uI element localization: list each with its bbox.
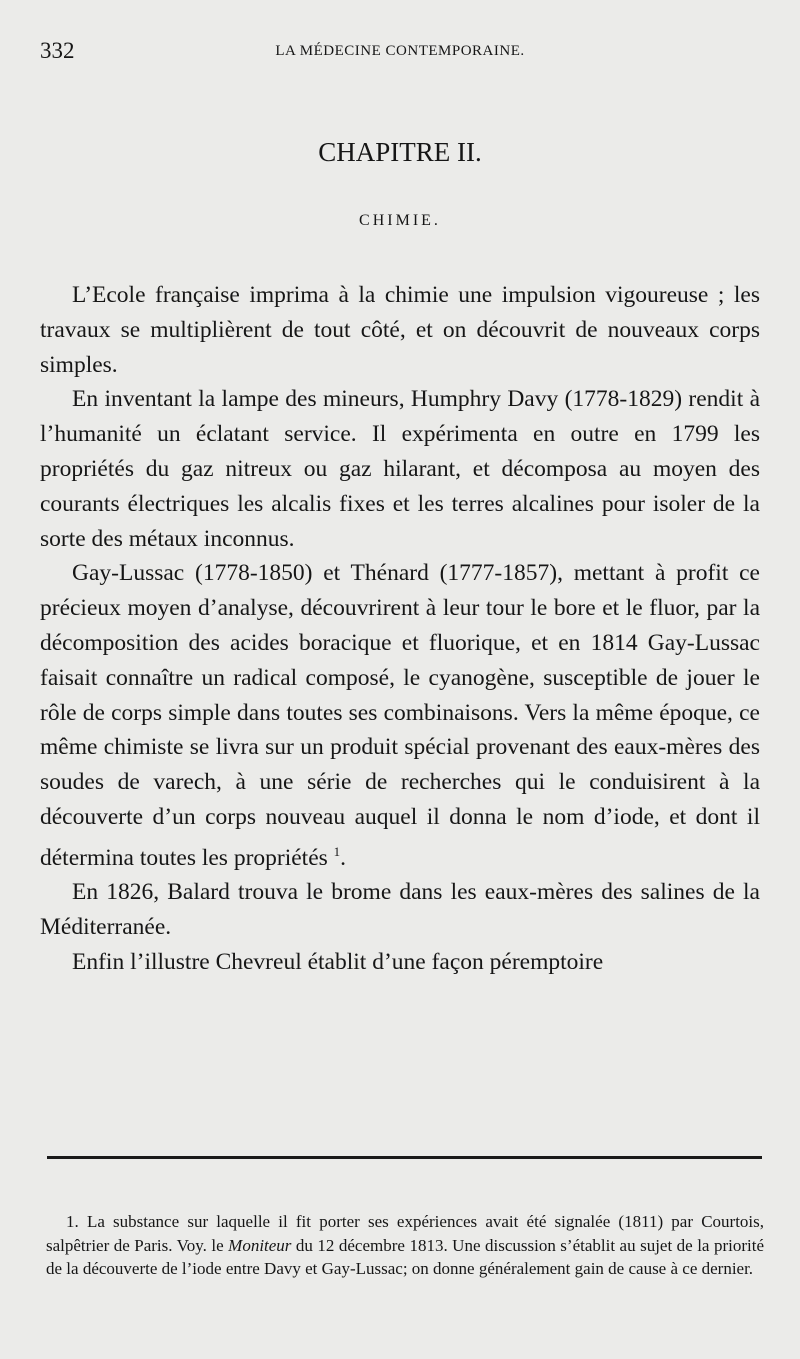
footnote-number: 1. <box>66 1212 79 1231</box>
paragraph-4: En 1826, Balard trouva le brome dans les eaux-mères des salines de la Méditerranée. <box>40 879 760 941</box>
page-number: 332 <box>40 38 75 63</box>
footnote-text-before: La substance sur laquelle il fit porter ses expériences avait été signalée (1811) par Courtois, salpêtrier de Paris. Voy. le <box>46 1212 765 1255</box>
body-text <box>40 278 760 980</box>
paragraph-3-end: . <box>340 844 347 871</box>
section-title: CHIMIE. <box>359 212 441 229</box>
footnote <box>46 1210 764 1281</box>
chapter-title: CHAPITRE II. <box>318 137 482 167</box>
paragraph-1: L’Ecole française imprima à la chimie une impulsion vigoureuse ; les travaux se multiplièrent de tout côté, et on découvrit de nouveaux corps simples. <box>40 282 760 378</box>
paragraph-3 <box>40 556 760 875</box>
footnote-paragraph <box>46 1210 764 1281</box>
footnote-rule <box>47 1156 762 1159</box>
paragraph-3-text: Gay-Lussac (1778-1850) et Thénard (1777-1857), mettant à profit ce précieux moyen d’analyse, découvrirent à leur tour le bore et le fluor, par la décomposition des acides boracique et fluorique, et en 1814 Gay-Lussac faisait connaître un radical composé, le cyanogène, susceptible de jouer le rôle de corps simple dans toutes ses combinaisons. Vers la même époque, ce même chimiste se livra sur un produit spécial provenant des eaux-mères des soudes de varech, à une série de recherches qui le conduisirent à la découverte d’un corps nouveau auquel il donna le nom d’iode, et dont il détermina toutes les propriétés <box>40 560 760 871</box>
footnote-text-after: du 12 décembre 1813. Une discussion s’établit au sujet de la priorité de la découverte de l’iode entre Davy et Gay-Lussac; on donne généralement gain de cause à ce dernier. <box>46 1235 764 1278</box>
running-title: LA MÉDECINE CONTEMPORAINE. <box>275 43 525 59</box>
footnote-journal: Moniteur <box>228 1235 292 1255</box>
paragraph-2: En inventant la lampe des mineurs, Humphry Davy (1778-1829) rendit à l’humanité un éclatant service. Il expérimenta en outre en 1799 les propriétés du gaz nitreux ou gaz hilarant, et décomposa au moyen des courants électriques les alcalis fixes et les terres alcalines pour isoler de la sorte des métaux inconnus. <box>40 386 760 552</box>
paragraph-5: Enfin l’illustre Chevreul établit d’une façon péremptoire <box>72 948 604 975</box>
footnote-reference[interactable]: 1 <box>333 843 341 859</box>
running-head <box>40 38 760 68</box>
